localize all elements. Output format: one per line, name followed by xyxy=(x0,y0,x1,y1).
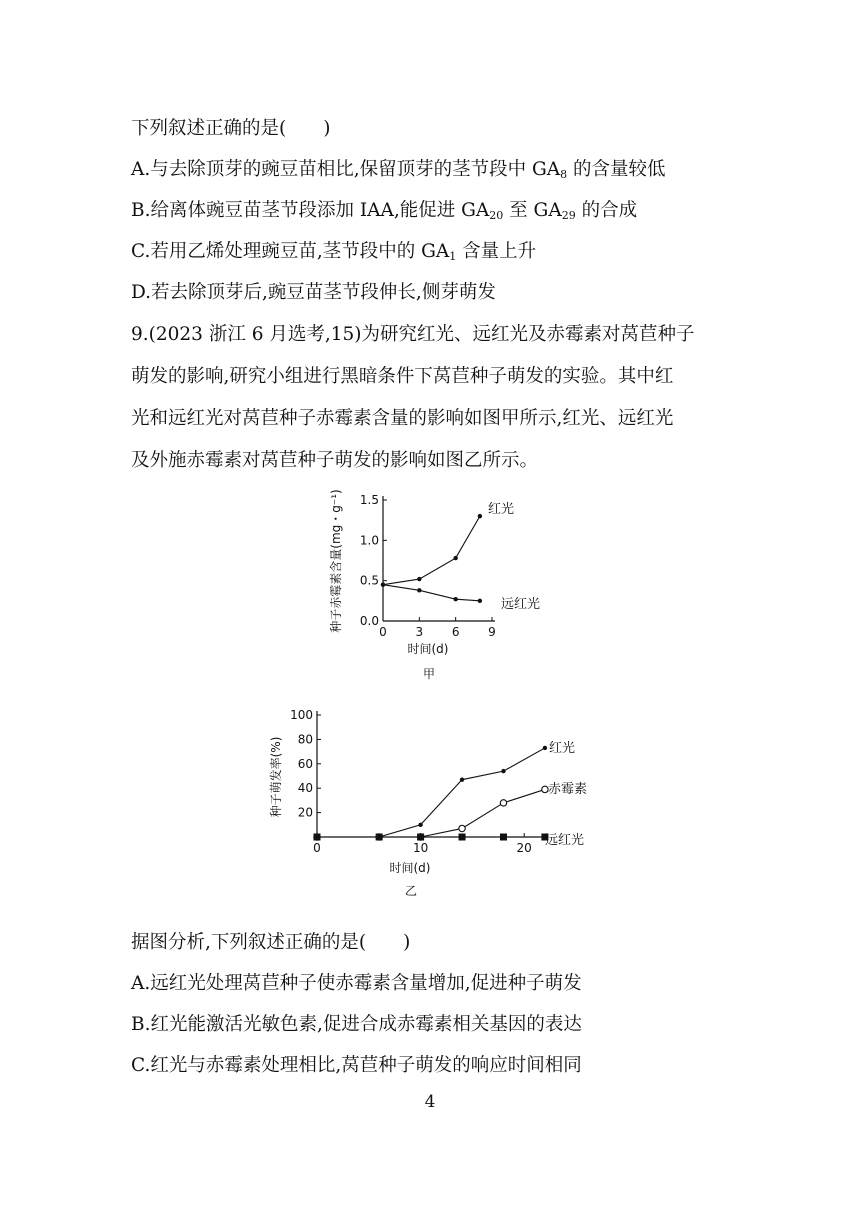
chart-jia-point xyxy=(478,599,482,603)
chart-yi-point xyxy=(459,825,465,831)
chart-jia-point xyxy=(453,556,457,560)
chart-jia-x-tick-label: 0 xyxy=(379,625,387,639)
q8-option-b: B.给离体豌豆苗茎节段添加 IAA,能促进 $GA_{20}$ 至 $GA_{29}$ 的合成 xyxy=(131,200,638,222)
chart-yi-ylabel: 种子萌发率(%) xyxy=(269,736,283,818)
q9-option-c: C.红光与赤霉素处理相比,莴苣种子萌发的响应时间相同 xyxy=(131,1055,582,1076)
chart-jia-y-tick-label: 1.0 xyxy=(359,533,379,548)
chart-yi-y-tick-label: 60 xyxy=(297,756,313,771)
chart-jia-series-line-1 xyxy=(383,585,480,601)
chart-yi-point xyxy=(417,834,424,841)
chart-yi-y-tick-label: 20 xyxy=(297,805,313,820)
chart-yi-x-tick-label: 0 xyxy=(313,841,321,855)
chart-jia-xlabel: 时间(d) xyxy=(407,642,449,656)
chart-jia-x-tick-label: 3 xyxy=(415,625,424,639)
q8-option-c: C.若用乙烯处理豌豆苗,茎节段中的 $GA_1$ 含量上升 xyxy=(131,241,537,263)
chart-yi-caption: 乙 xyxy=(404,884,418,898)
chart-yi-series-label: 远红光 xyxy=(545,833,585,848)
chart-yi xyxy=(265,703,595,903)
q9-option-b: B.红光能激活光敏色素,促进合成赤霉素相关基因的表达 xyxy=(131,1014,582,1035)
chart-jia-point xyxy=(417,588,421,592)
chart-yi-point xyxy=(314,834,321,841)
q8-stem: 下列叙述正确的是( ) xyxy=(131,118,331,139)
chart-yi-point xyxy=(376,834,383,841)
q8-option-a: A.与去除顶芽的豌豆苗相比,保留顶芽的茎节段中 $GA_8$ 的含量较低 xyxy=(131,159,666,181)
chart-yi-y-tick-label: 100 xyxy=(290,708,313,722)
q9-stem: 据图分析,下列叙述正确的是( ) xyxy=(131,932,411,953)
chart-yi-y-tick-label: 80 xyxy=(297,732,313,747)
chart-yi-point xyxy=(460,777,464,781)
chart-yi-x-tick-label: 20 xyxy=(516,841,532,855)
chart-yi-point xyxy=(500,800,506,806)
q8-option-d: D.若去除顶芽后,豌豆苗茎节段伸长,侧芽萌发 xyxy=(131,282,496,303)
chart-jia-y-tick-label: 1.5 xyxy=(359,493,379,507)
chart-jia-point xyxy=(478,514,482,518)
chart-yi-x-tick-label: 10 xyxy=(412,841,429,855)
chart-jia-x-tick-label: 9 xyxy=(488,625,496,639)
chart-jia-ylabel: 种子赤霉素含量(mg・g⁻¹) xyxy=(329,489,343,633)
q9-text-line3: 光和远红光对莴苣种子赤霉素含量的影响如图甲所示,红光、远红光 xyxy=(131,408,674,429)
chart-yi-point xyxy=(500,834,507,841)
chart-yi-series-label: 红光 xyxy=(549,741,576,756)
q9-text-line2: 萌发的影响,研究小组进行黑暗条件下莴苣种子萌发的实验。其中红 xyxy=(131,366,674,387)
chart-yi-point xyxy=(418,823,422,827)
chart-yi-y-tick-label: 40 xyxy=(297,781,313,796)
chart-yi-point xyxy=(501,769,505,773)
chart-jia-x-tick-label: 6 xyxy=(451,625,460,639)
chart-jia-y-tick-label: 0.0 xyxy=(359,614,379,628)
chart-yi-series-label: 赤霉素 xyxy=(548,782,588,797)
chart-jia xyxy=(320,478,580,688)
chart-jia-series-label: 红光 xyxy=(488,502,515,517)
chart-jia-caption: 甲 xyxy=(422,667,436,681)
chart-yi-series-line-0 xyxy=(317,748,545,837)
chart-yi-point xyxy=(543,746,547,750)
q9-option-a: A.远红光处理莴苣种子使赤霉素含量增加,促进种子萌发 xyxy=(131,973,582,994)
q9-text-line4: 及外施赤霉素对莴苣种子萌发的影响如图乙所示。 xyxy=(131,450,539,471)
chart-jia-point xyxy=(453,597,457,601)
chart-jia-point xyxy=(381,583,385,587)
chart-yi-xlabel: 时间(d) xyxy=(389,861,431,875)
chart-yi-point xyxy=(459,834,466,841)
chart-jia-point xyxy=(417,577,421,581)
page-number: 4 xyxy=(424,1092,436,1112)
q9-text-line1: 9.(2023 浙江 6 月选考,15)为研究红光、远红光及赤霉素对莴苣种子 xyxy=(131,324,695,345)
chart-jia-series-line-0 xyxy=(383,516,480,585)
chart-jia-series-label: 远红光 xyxy=(501,597,541,612)
chart-jia-y-tick-label: 0.5 xyxy=(359,573,379,588)
